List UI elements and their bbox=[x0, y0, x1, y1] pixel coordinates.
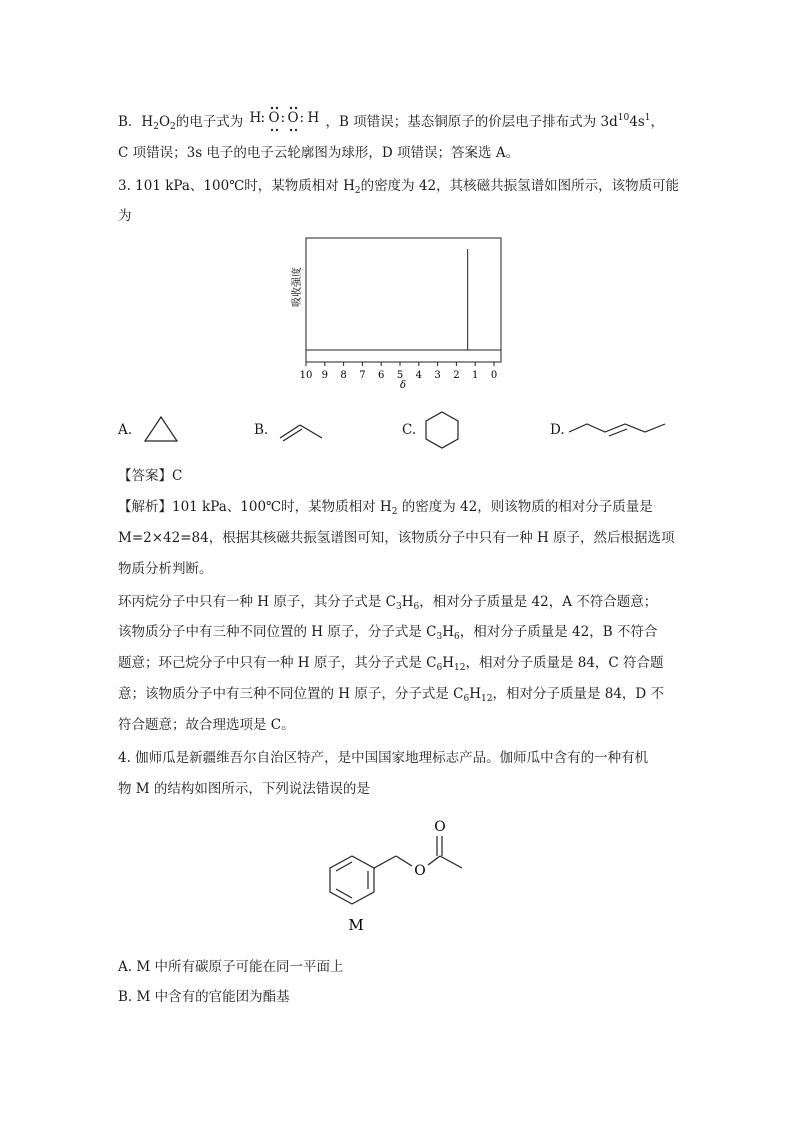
x-tick-label: 7 bbox=[359, 370, 366, 381]
text: 意；该物质分子中有三种不同位置的 H 原子，分子式是 C bbox=[118, 686, 464, 702]
q3-option-b bbox=[254, 420, 268, 440]
text: ，相对分子质量是 42，A 不符合题意； bbox=[419, 594, 658, 610]
x-tick-label: 1 bbox=[472, 370, 479, 381]
formula-sub: 2 bbox=[170, 122, 176, 132]
spectrum-xlabel: δ bbox=[399, 380, 407, 391]
subscript: 6 bbox=[436, 663, 443, 673]
ed-pair: : bbox=[280, 110, 286, 126]
cyclopropane-structure bbox=[141, 414, 181, 444]
text: H bbox=[401, 594, 414, 610]
q2-line-1 bbox=[118, 108, 664, 137]
ed-pair: : bbox=[299, 110, 305, 126]
ed-pair: : bbox=[260, 110, 266, 126]
text: H bbox=[442, 655, 454, 671]
text: ，B 项错误；基态铜原子的价层电子排布式为 3d bbox=[325, 114, 618, 130]
benzyl-acetate-structure bbox=[320, 814, 480, 944]
text: 环丙烷分子中只有一种 H 原子，其分子式是 C bbox=[118, 594, 396, 610]
subscript: 3 bbox=[436, 632, 443, 642]
q3-stem-line-1 bbox=[118, 176, 679, 201]
formula-h: H bbox=[141, 114, 154, 130]
text: 的密度为 42，则该物质的相对分子质量是 bbox=[397, 499, 653, 515]
atom-o-ester: O bbox=[414, 863, 426, 879]
text: 3. 101 kPa、100℃时，某物质相对 H bbox=[118, 178, 355, 194]
x-tick-label: 6 bbox=[378, 370, 385, 381]
superscript: 1 bbox=[644, 113, 651, 123]
q3-explanation-2: M=2×42=84，根据其核磁共振氢谱图可知，该物质分子中只有一种 H 原子，然后根据选项 bbox=[118, 530, 675, 546]
text: 【解析】101 kPa、100℃时，某物质相对 H bbox=[118, 499, 392, 515]
propene-structure bbox=[276, 420, 326, 444]
ed-atom-o: O bbox=[268, 110, 280, 126]
superscript: 10 bbox=[617, 113, 630, 123]
atom-o-carbonyl: O bbox=[434, 819, 446, 835]
text: 题意；环己烷分子中只有一种 H 原子，其分子式是 C bbox=[118, 655, 437, 671]
subscript: 6 bbox=[413, 602, 420, 612]
q3-option-a bbox=[118, 420, 132, 440]
subscript: 6 bbox=[454, 632, 460, 642]
subscript: 12 bbox=[454, 663, 466, 673]
text: 4s bbox=[629, 114, 645, 130]
q3-explanation-5 bbox=[118, 622, 657, 647]
nmr-spectrum bbox=[286, 235, 516, 395]
q3-explanation-8: 符合题意；故合理选项是 C。 bbox=[118, 717, 295, 733]
q3-option-c bbox=[402, 420, 416, 440]
x-tick-label: 9 bbox=[321, 370, 328, 381]
subscript: 2 bbox=[391, 507, 398, 517]
ed-lone-pairs bbox=[248, 102, 326, 132]
q4-stem-line-2: 物 M 的结构如图所示，下列说法错误的是 bbox=[118, 781, 370, 797]
spectrum-ticks bbox=[300, 362, 498, 381]
x-tick-label: 2 bbox=[453, 370, 460, 381]
subscript: 2 bbox=[354, 186, 361, 196]
option-label: B． bbox=[118, 114, 142, 130]
q3-option-d bbox=[550, 420, 565, 440]
text: ， bbox=[650, 114, 664, 130]
text: H bbox=[442, 624, 454, 640]
q4-option-b: B. M 中含有的官能团为酯基 bbox=[118, 989, 290, 1005]
subscript: 3 bbox=[395, 602, 402, 612]
x-tick-label: 3 bbox=[434, 370, 441, 381]
q2-line-2: C 项错误；3s 电子的电子云轮廓图为球形，D 项错误；答案选 A。 bbox=[118, 145, 520, 161]
subscript: 6 bbox=[463, 694, 470, 704]
option-label: A. bbox=[118, 422, 133, 438]
q3-explanation-3: 物质分析判断。 bbox=[118, 561, 213, 577]
x-tick-label: 0 bbox=[490, 370, 498, 381]
formula-o: O bbox=[158, 114, 171, 130]
x-tick-label: 4 bbox=[415, 370, 422, 381]
formula-sub: 2 bbox=[153, 122, 159, 132]
option-label: D. bbox=[550, 422, 565, 438]
x-tick-label: 5 bbox=[396, 370, 404, 381]
subscript: 12 bbox=[481, 694, 493, 704]
text: 的电子式为 bbox=[175, 114, 244, 130]
q3-explanation-1 bbox=[118, 497, 653, 522]
ed-atom-h: H bbox=[249, 110, 262, 126]
x-tick-label: 8 bbox=[340, 370, 347, 381]
ed-atom-h: H bbox=[307, 110, 320, 126]
text: H bbox=[469, 686, 481, 702]
option-label: B. bbox=[254, 422, 269, 438]
text: ，相对分子质量是 84，C 符合题 bbox=[465, 655, 664, 671]
electron-dot-formula bbox=[248, 108, 326, 128]
q4-stem-line-1: 4. 伽师瓜是新疆维吾尔自治区特产，是中国国家地理标志产品。伽师瓜中含有的一种有机 bbox=[118, 750, 649, 766]
q3-stem-line-2: 为 bbox=[118, 208, 132, 224]
ed-atom-o: O bbox=[287, 110, 299, 126]
q3-answer: 【答案】C bbox=[118, 468, 183, 484]
cyclohexane-structure bbox=[420, 409, 464, 451]
q3-explanation-6 bbox=[118, 653, 664, 678]
text: ，相对分子质量是 84，D 不 bbox=[492, 686, 665, 702]
text: ，相对分子质量是 42，B 不符合 bbox=[459, 624, 658, 640]
x-tick-label: 10 bbox=[299, 370, 313, 381]
q3-explanation-4 bbox=[118, 592, 657, 617]
text: 的密度为 42，其核磁共振氢谱如图所示，该物质可能 bbox=[360, 178, 680, 194]
structure-label: M bbox=[348, 916, 364, 934]
hexene-structure bbox=[565, 420, 675, 444]
text: 该物质分子中有三种不同位置的 H 原子，分子式是 C bbox=[118, 624, 437, 640]
q4-option-a: A. M 中所有碳原子可能在同一平面上 bbox=[118, 959, 344, 975]
option-label: C. bbox=[402, 422, 417, 438]
spectrum-frame bbox=[306, 238, 501, 362]
spectrum-ylabel: 吸收强度 bbox=[292, 267, 303, 307]
q3-explanation-7 bbox=[118, 684, 664, 709]
